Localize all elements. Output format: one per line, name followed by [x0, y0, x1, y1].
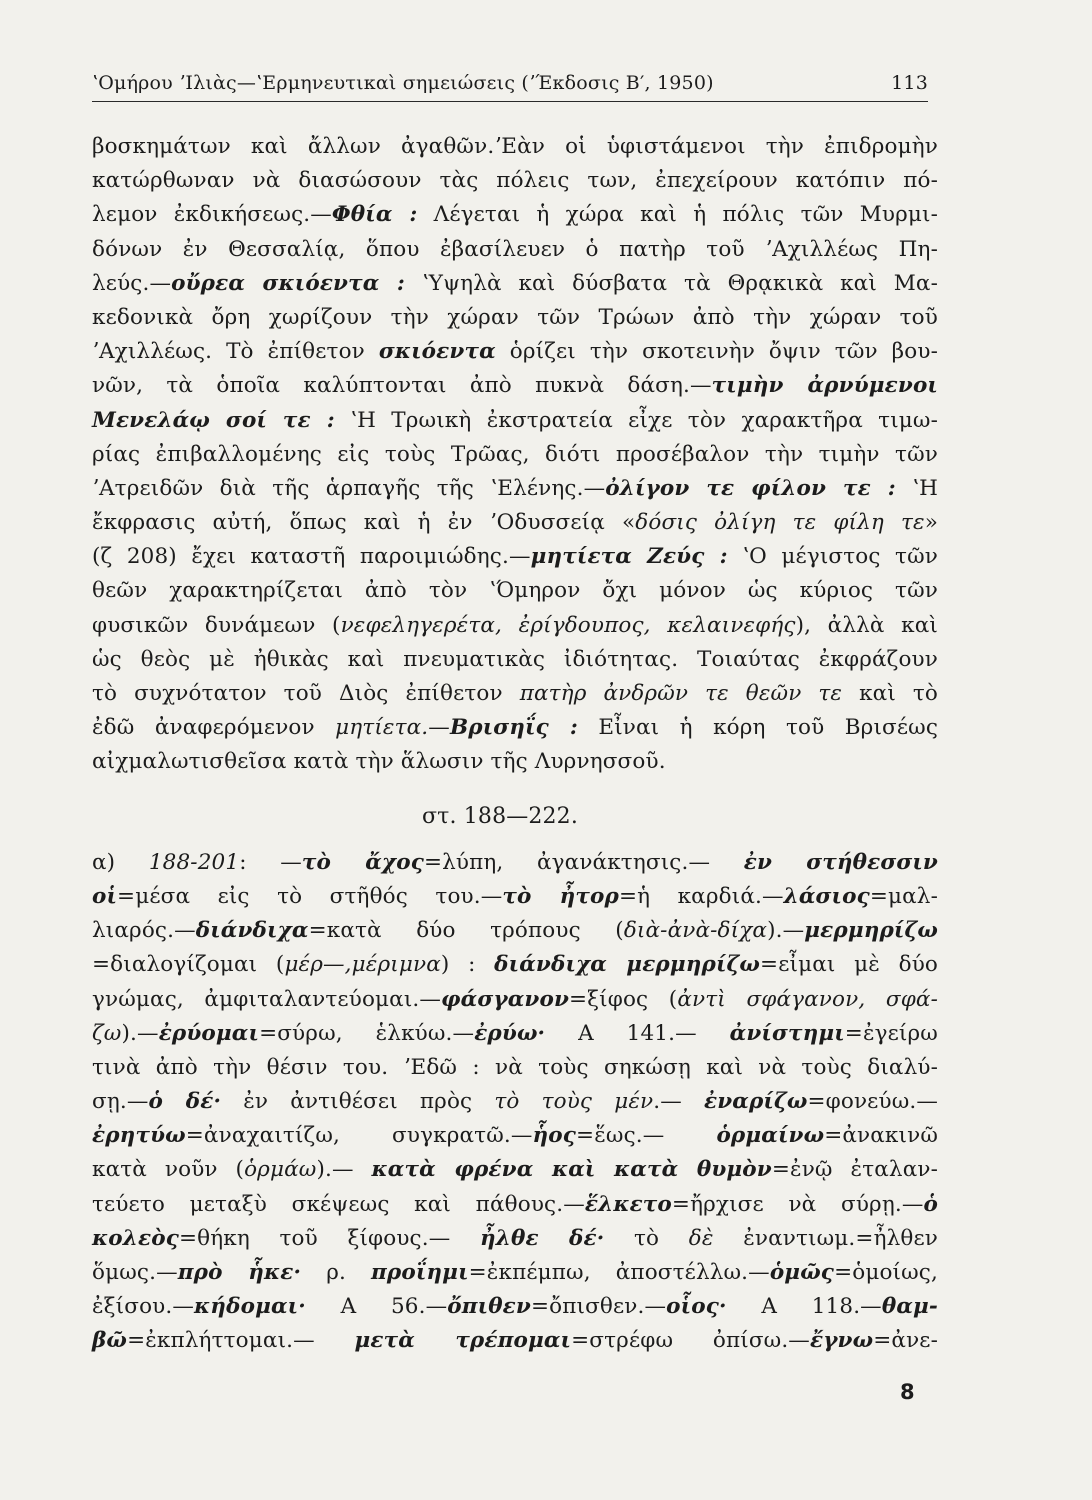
text-line: ὡς θεὸς μὲ ἠθικὰς καὶ πνευματικὰς ἰδιότητας. Τοιαύτας ἐκφράζουν: [92, 646, 938, 672]
running-header: [92, 72, 928, 94]
lemma: ἀνίστημι: [729, 1020, 845, 1046]
text-line: τινὰ ἀπὸ τὴν θέσιν του. ʼΕδῶ : νὰ τοὺς σηκώσῃ καὶ νὰ τοὺς διαλύ-: [92, 1054, 938, 1080]
lemma: τὸ ἦτορ: [502, 883, 619, 909]
lemma: βῶ: [92, 1328, 128, 1354]
text-line: δόνων ἐν Θεσσαλίᾳ, ὅπου ἐβασίλευεν ὁ πατὴρ τοῦ ʼΑχιλλέως Πη-: [92, 236, 938, 262]
lemma: κατὰ φρένα καὶ κατὰ θυμὸν: [371, 1157, 772, 1183]
lemma: Βρισηΐς :: [449, 715, 578, 741]
text-line: ἐξίσου.—κήδομαι· Α 56.—ὄπιθεν=ὄπισθεν.—οἷος· Α 118.—θαμ-: [92, 1294, 938, 1320]
page-number: 113: [891, 72, 928, 94]
lemma: ὁμῶς: [769, 1260, 835, 1285]
text-line: ʼΑχιλλέως. Τὸ ἐπίθετον σκιόεντα ὁρίζει τὴν σκοτεινὴν ὄψιν τῶν βου-: [92, 339, 938, 365]
text-line: ὅμως.—πρὸ ἧκε· ρ. προΐημι=ἐκπέμπω, ἀποστέλλω.—ὁμῶς=ὁμοίως,: [92, 1260, 938, 1285]
header-rule: [92, 101, 928, 102]
commentary-text: [92, 130, 938, 1359]
lemma: οἷος·: [666, 1294, 727, 1320]
text-line: κεδονικὰ ὄρη χωρίζουν τὴν χώραν τῶν Τρώων ἀπὸ τὴν χώραν τοῦ: [92, 304, 938, 330]
section-heading: στ. 188—222.: [422, 803, 578, 829]
lemma: ἧος: [532, 1123, 577, 1149]
text-line: ἔκφρασις αὐτή, ὅπως καὶ ἡ ἐν ʼΟδυσσείᾳ «δόσις ὀλίγη τε φίλη τε»: [92, 510, 939, 536]
lemma: οὔρεα σκιόεντα :: [171, 270, 405, 296]
etymology: ζω: [92, 1020, 122, 1046]
quotation: δόσις ὀλίγη τε φίλη τε: [635, 510, 925, 536]
verse-range: 188-201: [148, 849, 240, 875]
quotation: νεφεληγερέτα, ἐρίγδουπος, κελαινεφής: [340, 612, 796, 638]
lemma: ἐν στήθεσσιν: [743, 849, 938, 875]
quotation: μητίετα.: [335, 715, 429, 741]
lemma: ἐρητύω: [92, 1123, 186, 1149]
text-line: κατώρθωναν νὰ διασώσουν τὰς πόλεις των, ἐπεχείρουν κατόπιν πό-: [92, 168, 938, 194]
lemma: θαμ-: [881, 1294, 938, 1320]
text-line: τὸ συχνότατον τοῦ Διὸς ἐπίθετον πατὴρ ἀνδρῶν τε θεῶν τε καὶ τὸ: [92, 681, 938, 706]
lemma: τιμὴν ἀρνύμενοι: [711, 373, 938, 399]
lemma: τὸ ἄχος: [301, 849, 424, 875]
text-line: ἐρητύω=ἀναχαιτίζω, συγκρατῶ.—ἧος=ἕως.— ὁρμαίνω=ἀνακινῶ: [92, 1123, 938, 1149]
running-title: ʽΟμήρου ʼΙλιὰς—ʽΕρμηνευτικαὶ σημειώσεις (ʼΈκδοσις Β′, 1950): [92, 72, 714, 94]
lemma: κήδομαι·: [194, 1294, 306, 1320]
etymology: ὁρμάω: [244, 1157, 317, 1183]
lemma: ἦλθε δέ·: [480, 1225, 605, 1251]
etymology: διὰ-ἀνὰ-δίχα: [623, 918, 768, 944]
text-line: σῃ.—ὁ δέ· ἐν ἀντιθέσει πρὸς τὸ τοὺς μέν.— ἐναρίζω=φονεύω.—: [92, 1089, 939, 1115]
text-line: θεῶν χαρακτηρίζεται ἀπὸ τὸν ʽΌμηρον ὄχι μόνον ὡς κύριος τῶν: [92, 578, 938, 604]
text-line: αἰχμαλωτισθεῖσα κατὰ τὴν ἅλωσιν τῆς Λυρνησσοῦ.: [92, 749, 666, 775]
text-line: λιαρός.—διάνδιχα=κατὰ δύο τρόπους (διὰ-ἀνὰ-δίχα).—μερμηρίζω: [92, 918, 938, 944]
lemma: μερμηρίζω: [804, 918, 938, 944]
lemma: πρὸ ἧκε·: [177, 1260, 302, 1285]
lemma: ἔγνω: [809, 1328, 874, 1354]
text-line: τεύετο μεταξὺ σκέψεως καὶ πάθους.—ἕλκετο=ἤρχισε νὰ σύρῃ.—ὁ: [92, 1191, 938, 1217]
lemma: Μενελάῳ σοί τε :: [92, 407, 335, 433]
text-line: ρίας ἐπιβαλλομένης εἰς τοὺς Τρῶας, διότι προσέβαλον τὴν τιμὴν τῶν: [92, 441, 938, 467]
lemma: σκιόεντα: [378, 339, 496, 365]
lemma: Φθία :: [331, 202, 418, 228]
text-line: κατὰ νοῦν (ὁρμάω).— κατὰ φρένα καὶ κατὰ θυμὸν=ἐνῷ ἐταλαν-: [92, 1157, 938, 1183]
lemma: ἐρύομαι: [158, 1020, 260, 1046]
text-line: Μενελάῳ σοί τε : ʽΗ Τρωικὴ ἐκστρατεία εἶχε τὸν χαρακτῆρα τιμω-: [92, 407, 939, 433]
lemma: ὀλίγον τε φίλον τε :: [605, 475, 896, 501]
reference: τὸ τοὺς μέν: [494, 1089, 654, 1115]
lemma: ἐναρίζω: [704, 1089, 808, 1115]
lemma: λάσιος: [783, 883, 870, 909]
lemma: προΐημι: [371, 1260, 469, 1285]
text-line: βοσκημάτων καὶ ἄλλων ἀγαθῶν.ʼΕὰν οἱ ὑφιστάμενοι τὴν ἐπιδρομὴν: [92, 134, 938, 159]
text-line: λεύς.—οὔρεα σκιόεντα : ʽΥψηλὰ καὶ δύσβατα τὰ Θρᾳκικὰ καὶ Μα-: [92, 270, 938, 296]
lemma: φάσγανον: [441, 986, 570, 1012]
etymology: ἀντὶ σφάγανον, σφά-: [677, 986, 939, 1012]
lemma: διάνδιχα μερμηρίζω: [494, 952, 761, 978]
text-line: ζω).—ἐρύομαι=σύρω, ἑλκύω.—ἐρύω· Α 141.— ἀνίστημι=ἐγείρω: [92, 1020, 938, 1046]
lemma: ὁ δέ·: [148, 1089, 222, 1115]
etymology: μέρ—,μέριμνα: [284, 952, 441, 978]
text-line: ʼΑτρειδῶν διὰ τῆς ἁρπαγῆς τῆς ʽΕλένης.—ὀλίγον τε φίλον τε : ʽΗ: [92, 475, 938, 501]
signature-mark: 8: [900, 1380, 915, 1404]
text-line: ἐδῶ ἀναφερόμενον μητίετα.—Βρισηΐς : Εἶναι ἡ κόρη τοῦ Βρισέως: [92, 715, 939, 741]
text-line: νῶν, τὰ ὁποῖα καλύπτονται ἀπὸ πυκνὰ δάση.—τιμὴν ἀρνύμενοι: [92, 373, 938, 399]
lemma: κολεὸς: [92, 1225, 179, 1251]
text-line: λεμον ἐκδικήσεως.—Φθία : Λέγεται ἡ χώρα καὶ ἡ πόλις τῶν Μυρμι-: [92, 202, 939, 228]
text-line: βῶ=ἐκπλήττομαι.— μετὰ τρέπομαι=στρέφω ὀπίσω.—ἔγνω=ἀνε-: [92, 1328, 938, 1354]
lemma: ἐρύω·: [474, 1020, 546, 1046]
text-line: γνώμας, ἀμφιταλαντεύομαι.—φάσγανον=ξίφος (ἀντὶ σφάγανον, σφά-: [92, 986, 939, 1012]
text-line: κολεὸς=θήκη τοῦ ξίφους.— ἦλθε δέ· τὸ δὲ ἐναντιωμ.=ἦλθεν: [92, 1225, 938, 1251]
lemma: ὁ: [923, 1191, 938, 1217]
text-line: α) 188-201: —τὸ ἄχος=λύπη, ἀγανάκτησις.— ἐν στήθεσσιν: [92, 849, 938, 875]
lemma: μετὰ τρέπομαι: [354, 1328, 572, 1354]
text-line: οἱ=μέσα εἰς τὸ στῆθός του.—τὸ ἦτορ=ἡ καρδιά.—λάσιος=μαλ-: [92, 883, 938, 909]
lemma: ὁρμαίνω: [716, 1123, 825, 1149]
lemma: οἱ: [92, 883, 118, 909]
lemma: ὄπιθεν: [447, 1294, 531, 1320]
lemma: μητίετα Ζεύς :: [530, 544, 728, 570]
text-line: =διαλογίζομαι (μέρ—,μέριμνα) : διάνδιχα μερμηρίζω=εἶμαι μὲ δύο: [92, 952, 939, 978]
lemma: ἕλκετο: [584, 1191, 672, 1217]
lemma: διάνδιχα: [195, 918, 309, 944]
quotation: πατὴρ ἀνδρῶν τε θεῶν τε: [519, 681, 843, 706]
reference: δὲ: [688, 1225, 714, 1251]
text-line: φυσικῶν δυνάμεων (νεφεληγερέτα, ἐρίγδουπος, κελαινεφής), ἀλλὰ καὶ: [92, 612, 939, 638]
text-line: (ζ 208) ἔχει καταστῆ παροιμιώδης.—μητίετα Ζεύς : ʽΟ μέγιστος τῶν: [92, 544, 938, 570]
